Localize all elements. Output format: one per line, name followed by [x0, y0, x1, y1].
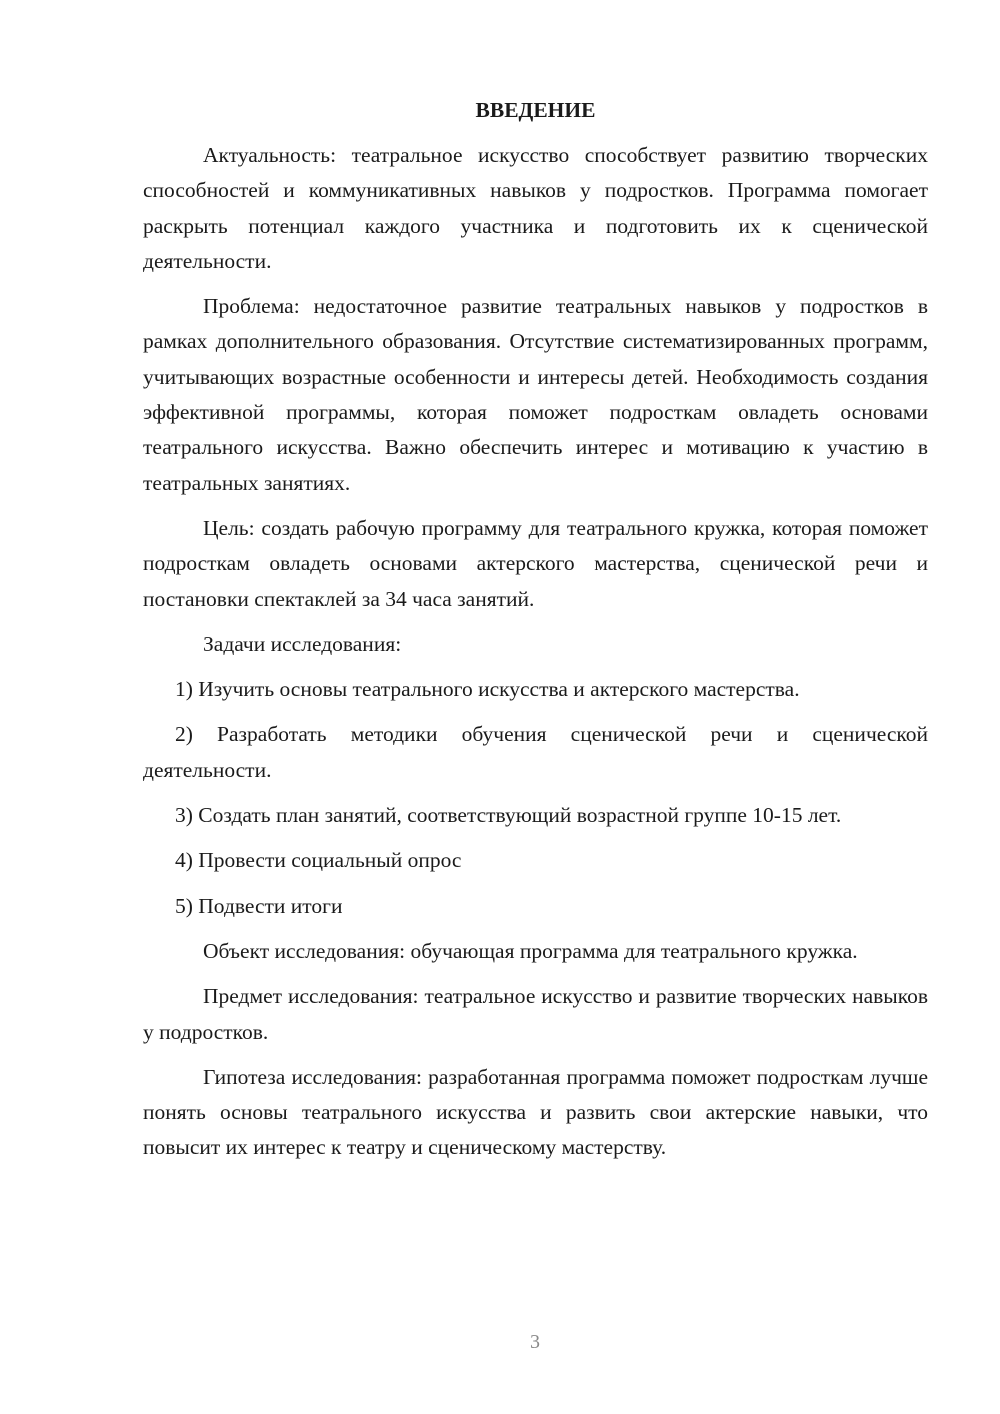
- task-item-5: 5) Подвести итоги: [175, 893, 343, 918]
- object-paragraph: Объект исследования: обучающая программа для театрального кружка.: [203, 938, 858, 963]
- relevance-paragraph: Актуальность: театральное искусство способствует развитию творческих способностей и коммуникативных навыков у подростков. Программа помогает раскрыть потенциал каждого участника и подготовить их к сценической деятельности.: [143, 143, 928, 273]
- page-number: 3: [530, 1331, 540, 1353]
- subject-paragraph: Предмет исследования: театральное искусство и развитие творческих навыков у подростков.: [143, 984, 928, 1044]
- task-item-1: 1) Изучить основы театрального искусства и актерского мастерства.: [175, 677, 800, 702]
- document-page: [143, 92, 928, 1166]
- task-item-2: 2) Разработать методики обучения сценической речи и сценической деятельности.: [143, 722, 928, 782]
- task-item-3: 3) Создать план занятий, соответствующий возрастной группе 10-15 лет.: [175, 803, 842, 828]
- goal-paragraph: Цель: создать рабочую программу для театрального кружка, которая поможет подросткам овладеть основами актерского мастерства, сценической речи и постановки спектаклей за 34 часа занятий.: [143, 515, 928, 611]
- task-item-4: 4) Провести социальный опрос: [175, 848, 462, 873]
- problem-paragraph: Проблема: недостаточное развитие театральных навыков у подростков в рамках дополнительного образования. Отсутствие систематизированных программ, учитывающих возрастные особенности и интересы детей. Необходимость создания эффективной программы, которая поможет подросткам овладеть основами театрального искусства. Важно обеспечить интерес и мотивацию к участию в театральных занятиях.: [143, 294, 928, 495]
- hypothesis-paragraph: Гипотеза исследования: разработанная программа поможет подросткам лучше понять основы театрального искусства и развить свои актерские навыки, что повысит их интерес к театру и сценическому мастерству.: [143, 1064, 928, 1160]
- section-heading: ВВЕДЕНИЕ: [475, 98, 596, 122]
- tasks-title: Задачи исследования:: [203, 631, 402, 656]
